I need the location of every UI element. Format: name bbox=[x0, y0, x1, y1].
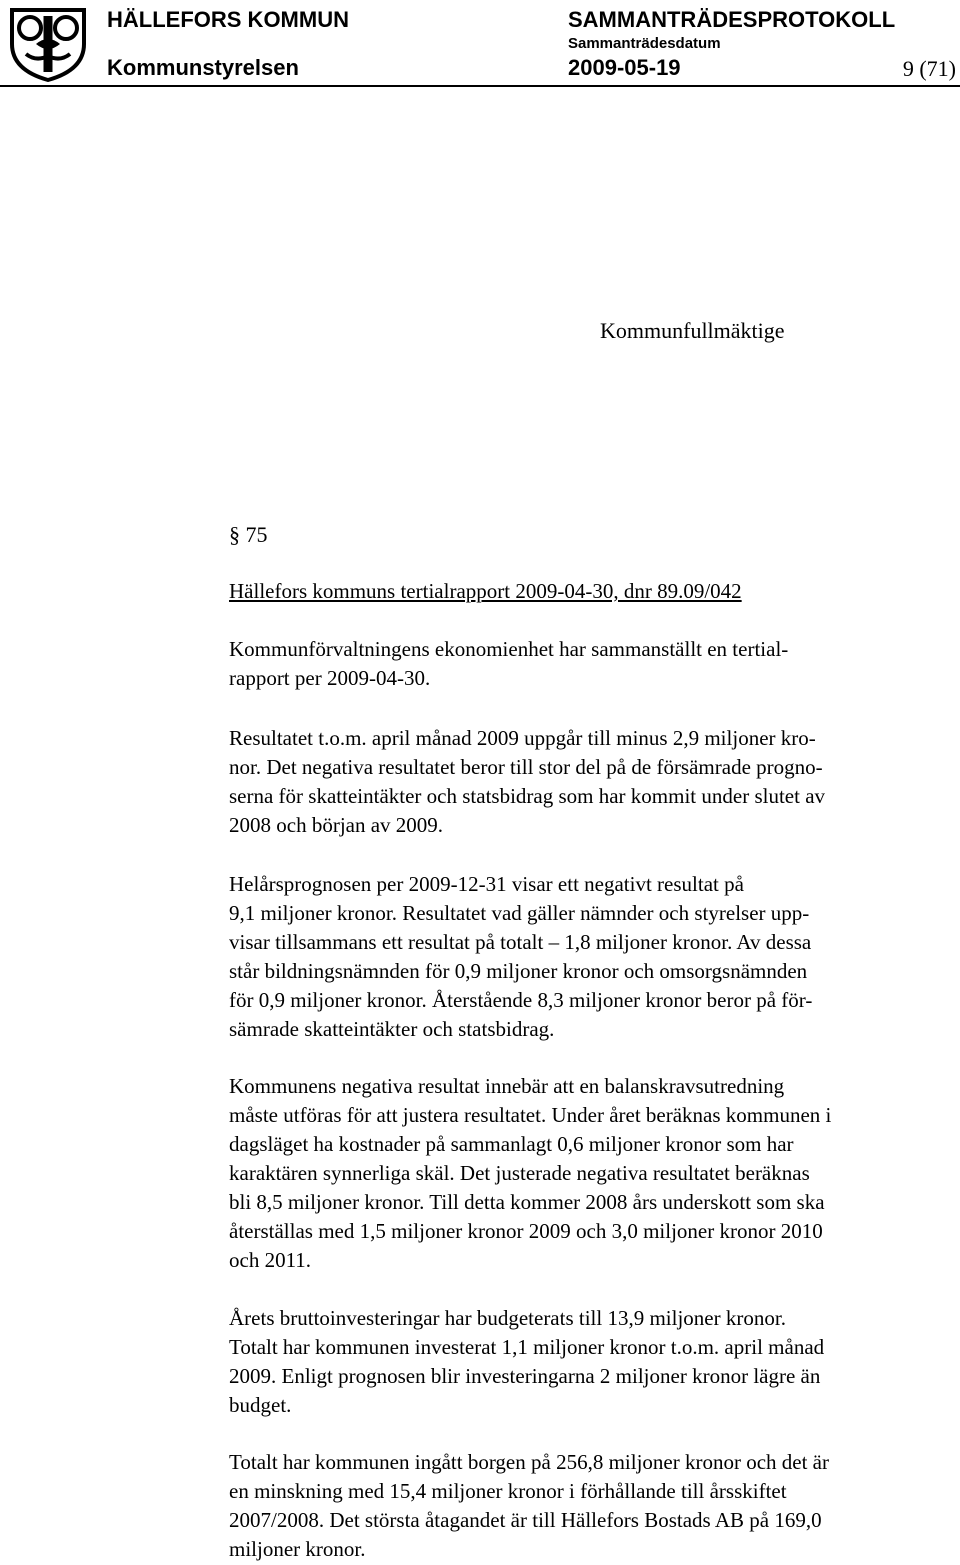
text-line: karaktären synnerliga skäl. Det justerade negativa resultatet beräknas bbox=[229, 1161, 810, 1185]
text-line: står bildningsnämnden för 0,9 miljoner kronor och omsorgsnämnden bbox=[229, 959, 808, 983]
text-line: Årets bruttoinvesteringar har budgeterats till 13,9 miljoner kronor. bbox=[229, 1306, 786, 1330]
text-line: Kommunförvaltningens ekonomienhet har sammanställt en tertial- bbox=[229, 637, 789, 661]
text-line: sämrade skatteintäkter och statsbidrag. bbox=[229, 1017, 555, 1041]
committee-name: Kommunstyrelsen bbox=[107, 55, 299, 80]
text-line: budget. bbox=[229, 1393, 292, 1417]
meeting-date-label: Sammanträdesdatum bbox=[568, 35, 721, 52]
municipal-coat-of-arms-logo bbox=[6, 4, 90, 82]
text-line: dagsläget ha kostnader på sammanlagt 0,6 miljoner kronor som har bbox=[229, 1132, 794, 1156]
paragraph-2 bbox=[229, 724, 959, 840]
text-line: måste utföras för att justera resultatet. Under året beräknas kommunen i bbox=[229, 1103, 832, 1127]
page-number: 9 (71) bbox=[902, 56, 956, 81]
section-symbol: § bbox=[229, 522, 240, 547]
text-line: nor. Det negativa resultatet beror till stor del på de försämrade progno- bbox=[229, 755, 823, 779]
text-line: serna för skatteintäkter och statsbidrag som har kommit under slutet av bbox=[229, 784, 826, 808]
text-line: 2007/2008. Det största åtagandet är till Hällefors Bostads AB på 169,0 bbox=[229, 1508, 822, 1532]
paragraph-3 bbox=[229, 870, 959, 1044]
text-line: Kommunens negativa resultat innebär att en balanskravsutredning bbox=[229, 1074, 785, 1098]
org-name: HÄLLEFORS KOMMUN bbox=[107, 7, 349, 32]
header-divider bbox=[0, 85, 960, 87]
paragraph-5 bbox=[229, 1304, 959, 1420]
paragraph-4 bbox=[229, 1072, 959, 1275]
text-line: Resultatet t.o.m. april månad 2009 uppgår till minus 2,9 miljoner kro- bbox=[229, 726, 816, 750]
text-line: för 0,9 miljoner kronor. Återstående 8,3 miljoner kronor beror på för- bbox=[229, 988, 813, 1012]
text-line: Helårsprognosen per 2009-12-31 visar ett negativt resultat på bbox=[229, 872, 744, 896]
paragraph-6 bbox=[229, 1448, 959, 1564]
text-line: rapport per 2009-04-30. bbox=[229, 666, 431, 690]
text-line: miljoner kronor. bbox=[229, 1537, 366, 1561]
text-line: 2008 och början av 2009. bbox=[229, 813, 444, 837]
document-type: SAMMANTRÄDESPROTOKOLL bbox=[568, 7, 896, 32]
meeting-date: 2009-05-19 bbox=[568, 55, 681, 80]
text-line: Totalt har kommunen investerat 1,1 miljoner kronor t.o.m. april månad bbox=[229, 1335, 825, 1359]
text-line: bli 8,5 miljoner kronor. Till detta kommer 2008 års underskott som ska bbox=[229, 1190, 825, 1214]
section-number bbox=[229, 522, 268, 548]
text-line: 9,1 miljoner kronor. Resultatet vad gäller nämnder och styrelser upp- bbox=[229, 901, 810, 925]
text-line: en minskning med 15,4 miljoner kronor i förhållande till årsskiftet bbox=[229, 1479, 787, 1503]
text-line: Totalt har kommunen ingått borgen på 256,8 miljoner kronor och det är bbox=[229, 1450, 829, 1474]
text-line: 2009. Enligt prognosen blir investeringarna 2 miljoner kronor lägre än bbox=[229, 1364, 821, 1388]
text-line: och 2011. bbox=[229, 1248, 312, 1272]
text-line: återställas med 1,5 miljoner kronor 2009 och 3,0 miljoner kronor 2010 bbox=[229, 1219, 823, 1243]
paragraph-1 bbox=[229, 635, 959, 693]
section-title: Hällefors kommuns tertialrapport 2009-04-30, dnr 89.09/042 bbox=[229, 579, 742, 603]
section-value: 75 bbox=[245, 522, 268, 547]
text-line: visar tillsammans ett resultat på totalt – 1,8 miljoner kronor. Av dessa bbox=[229, 930, 812, 954]
recipient: Kommunfullmäktige bbox=[600, 318, 785, 343]
